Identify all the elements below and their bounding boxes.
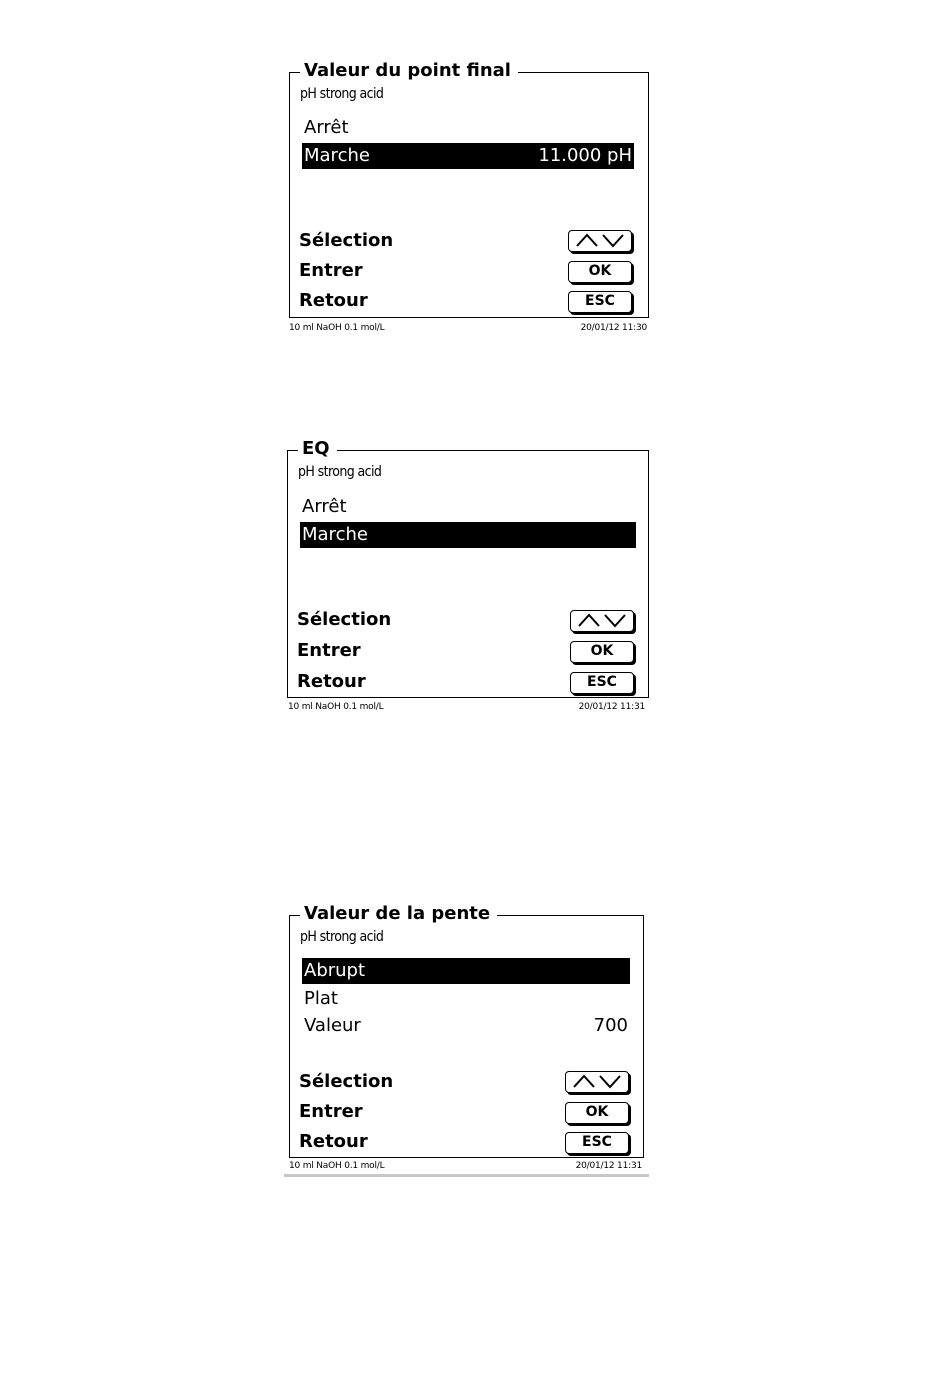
- screen-slope-value: [289, 903, 644, 1180]
- status-reagent: 10 ml NaOH 0.1 mol/L: [289, 1161, 385, 1171]
- ok-key[interactable]: OK: [568, 261, 632, 283]
- status-reagent: 10 ml NaOH 0.1 mol/L: [289, 323, 385, 333]
- up-down-arrows-icon: [566, 1073, 628, 1089]
- option-label: Arrêt: [304, 117, 349, 138]
- option-flat[interactable]: [302, 986, 630, 1012]
- status-datetime: 20/01/12 11:31: [575, 1161, 642, 1171]
- bottom-divider: [284, 1174, 649, 1177]
- select-label: Sélection: [297, 609, 392, 630]
- endpoint-value: 11.000 pH: [538, 145, 632, 166]
- status-reagent: 10 ml NaOH 0.1 mol/L: [288, 702, 384, 712]
- screen-title: Valeur de la pente: [300, 903, 497, 925]
- up-down-key[interactable]: [565, 1071, 629, 1093]
- status-datetime: 20/01/12 11:30: [580, 323, 647, 333]
- option-steep[interactable]: [302, 958, 630, 984]
- option-on[interactable]: [300, 522, 636, 548]
- back-label: Retour: [299, 290, 368, 311]
- option-label: Plat: [304, 988, 338, 1009]
- option-value[interactable]: [302, 1013, 630, 1039]
- enter-label: Entrer: [297, 640, 361, 661]
- option-off[interactable]: [300, 494, 636, 520]
- method-name: pH strong acid: [298, 464, 382, 480]
- option-label: Arrêt: [302, 496, 347, 517]
- method-name: pH strong acid: [300, 929, 384, 945]
- select-label: Sélection: [299, 230, 394, 251]
- back-label: Retour: [299, 1131, 368, 1152]
- screen-title: EQ: [298, 438, 337, 460]
- option-on[interactable]: [302, 143, 634, 169]
- screen-eq: [287, 438, 649, 718]
- option-label: Valeur: [304, 1015, 361, 1036]
- screen-endpoint-value: [289, 60, 649, 340]
- esc-key[interactable]: ESC: [565, 1132, 629, 1154]
- select-label: Sélection: [299, 1071, 394, 1092]
- enter-label: Entrer: [299, 260, 363, 281]
- option-label: Marche: [302, 524, 368, 545]
- esc-key[interactable]: ESC: [570, 672, 634, 694]
- ok-key[interactable]: OK: [570, 641, 634, 663]
- option-label: Abrupt: [304, 960, 366, 981]
- up-down-key[interactable]: [570, 610, 634, 632]
- back-label: Retour: [297, 671, 366, 692]
- slope-value: 700: [593, 1015, 628, 1036]
- option-label: Marche: [304, 145, 370, 166]
- screen-title: Valeur du point final: [300, 60, 518, 82]
- enter-label: Entrer: [299, 1101, 363, 1122]
- ok-key[interactable]: OK: [565, 1102, 629, 1124]
- option-off[interactable]: [302, 115, 634, 141]
- method-name: pH strong acid: [300, 86, 384, 102]
- up-down-key[interactable]: [568, 230, 632, 252]
- status-datetime: 20/01/12 11:31: [578, 702, 645, 712]
- up-down-arrows-icon: [571, 612, 633, 628]
- up-down-arrows-icon: [569, 232, 631, 248]
- esc-key[interactable]: ESC: [568, 291, 632, 313]
